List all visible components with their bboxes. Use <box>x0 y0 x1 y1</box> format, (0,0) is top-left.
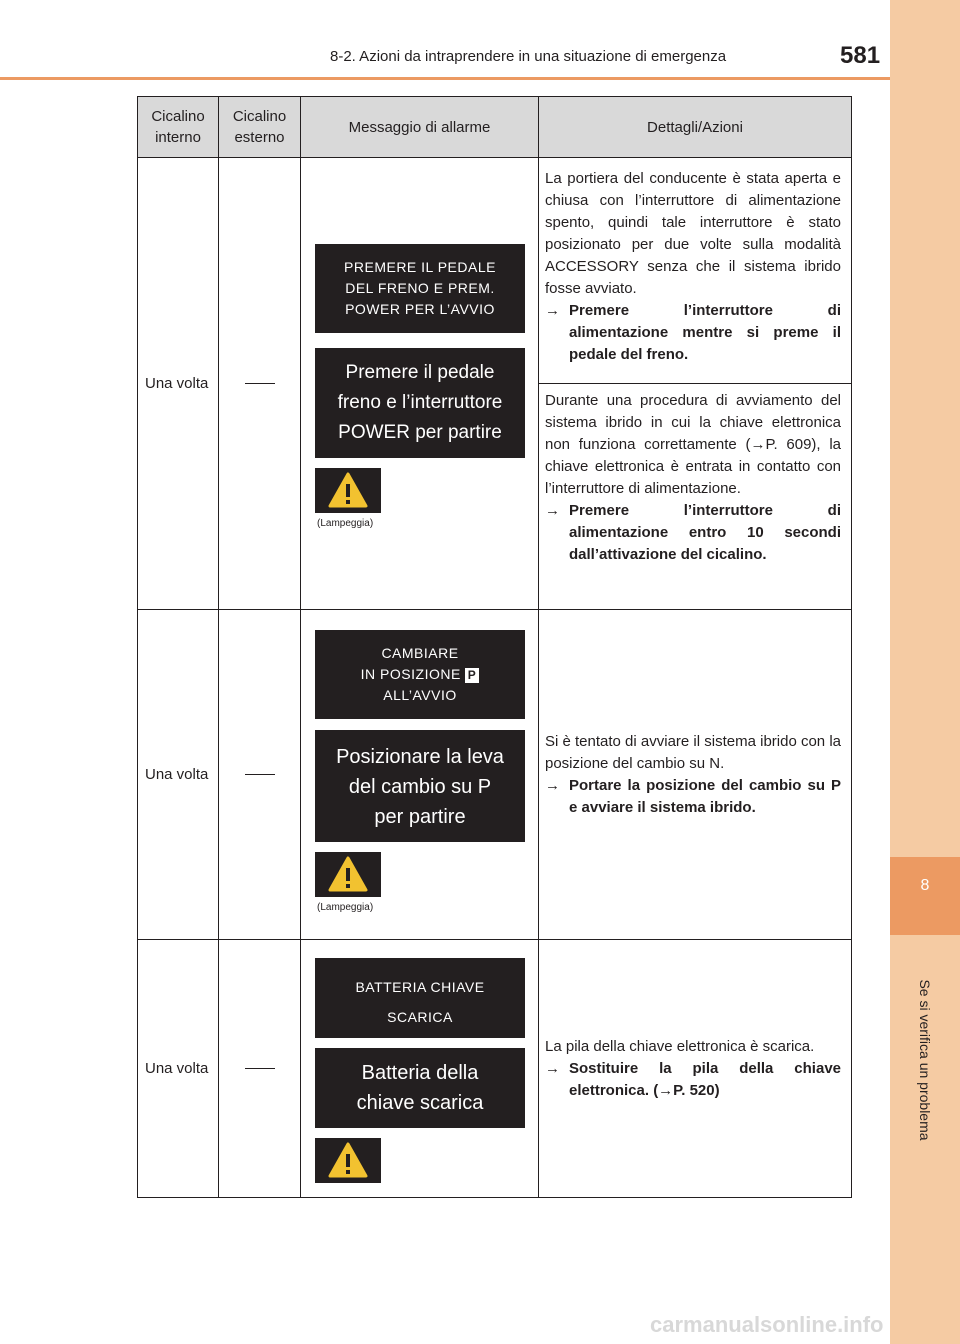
cell-esterno <box>219 158 301 610</box>
cell-messaggio <box>301 940 539 1198</box>
warning-table <box>137 96 852 1198</box>
cell-dettagli <box>539 610 852 940</box>
message-display-caps: BATTERIA CHIAVE SCARICA <box>315 958 525 1038</box>
col-header-dettagli: Dettagli/Azioni <box>539 97 852 158</box>
dash-mark <box>245 1068 275 1069</box>
action-line: → Sostituire la pila della chiave elettronica. (→P. 520) <box>545 1059 841 1099</box>
action-line: → Premere l’interruttore di alimentazione entro 10 secondi dall’attivazione del cicalino. <box>545 502 841 563</box>
warning-triangle-icon <box>315 852 381 897</box>
p-badge: P <box>465 668 480 683</box>
cell-esterno <box>219 610 301 940</box>
watermark: carmanualsonline.info <box>650 1312 884 1337</box>
message-display-text: Batteria della chiave scarica <box>315 1048 525 1128</box>
cell-dettagli <box>539 158 852 610</box>
detail-block: La pila della chiave elettronica è scarica. → Sostituire la pila della chiave elettronica. (→P. 520) <box>539 1036 851 1102</box>
message-display-text: Posizionare la leva del cambio su P per partire <box>315 730 525 842</box>
cell-messaggio <box>301 610 539 940</box>
table-row <box>138 158 852 610</box>
chapter-number: 8 <box>920 877 930 894</box>
detail-block: La portiera del conducente è stata aperta e chiusa con l’interruttore di alimentazione spento, quindi tale interruttore è stato posizionato per due volte sulla modalità ACCESSORY senza che il sistema ibrido fosse avviato. → Premere l’interruttore di alimentazione mentre si preme il pedale del freno. <box>539 158 851 384</box>
dash-mark <box>245 383 275 384</box>
section-title: 8-2. Azioni da intraprendere in una situazione di emergenza <box>330 48 727 65</box>
message-display-caps: PREMERE IL PEDALE DEL FRENO E PREM. POWER PER L’AVVIO <box>315 244 525 333</box>
message-display-caps: CAMBIARE IN POSIZIONE P ALL’AVVIO <box>315 630 525 719</box>
message-display-text: Premere il pedale freno e l’interruttore POWER per partire <box>315 348 525 458</box>
col-header-interno: Cicalino interno <box>138 97 219 158</box>
detail-block: Durante una procedura di avviamento del sistema ibrido in cui la chiave elettronica non funziona correttamente (→P. 609), la chiave elettronica è entrata in contatto con l’interruttore di alimentazione. → Premere l’interruttore di alimentazione entro 10 secondi dall’attivazione del cicalino. <box>539 384 851 609</box>
col-header-messaggio: Messaggio di allarme <box>301 97 539 158</box>
cell-dettagli <box>539 940 852 1198</box>
action-line: → Portare la posizione del cambio su P e avviare il sistema ibrido. <box>545 776 841 816</box>
chapter-tab <box>890 857 960 935</box>
cell-messaggio <box>301 158 539 610</box>
cell-interno: Una volta <box>138 610 219 940</box>
table-header-row <box>138 97 852 158</box>
chapter-title: Se si verifica un problema <box>917 979 933 1141</box>
cell-esterno <box>219 940 301 1198</box>
cell-interno: Una volta <box>138 940 219 1198</box>
action-line: → Premere l’interruttore di alimentazione mentre si preme il pedale del freno. <box>545 302 841 363</box>
page-number: 581 <box>840 42 881 69</box>
cell-interno: Una volta <box>138 158 219 610</box>
header-rule <box>0 77 890 80</box>
detail-block: Si è tentato di avviare il sistema ibrido con la posizione del cambio su N. → Portare la posizione del cambio su P e avviare il sistema ibrido. <box>539 731 851 819</box>
warning-triangle-icon <box>315 1138 381 1183</box>
side-band <box>890 0 960 1344</box>
table-row <box>138 940 852 1198</box>
warning-triangle-icon <box>315 468 381 513</box>
blink-note: (Lampeggia) <box>317 902 374 913</box>
col-header-esterno: Cicalino esterno <box>219 97 301 158</box>
table-row <box>138 610 852 940</box>
dash-mark <box>245 774 275 775</box>
blink-note: (Lampeggia) <box>317 518 374 529</box>
